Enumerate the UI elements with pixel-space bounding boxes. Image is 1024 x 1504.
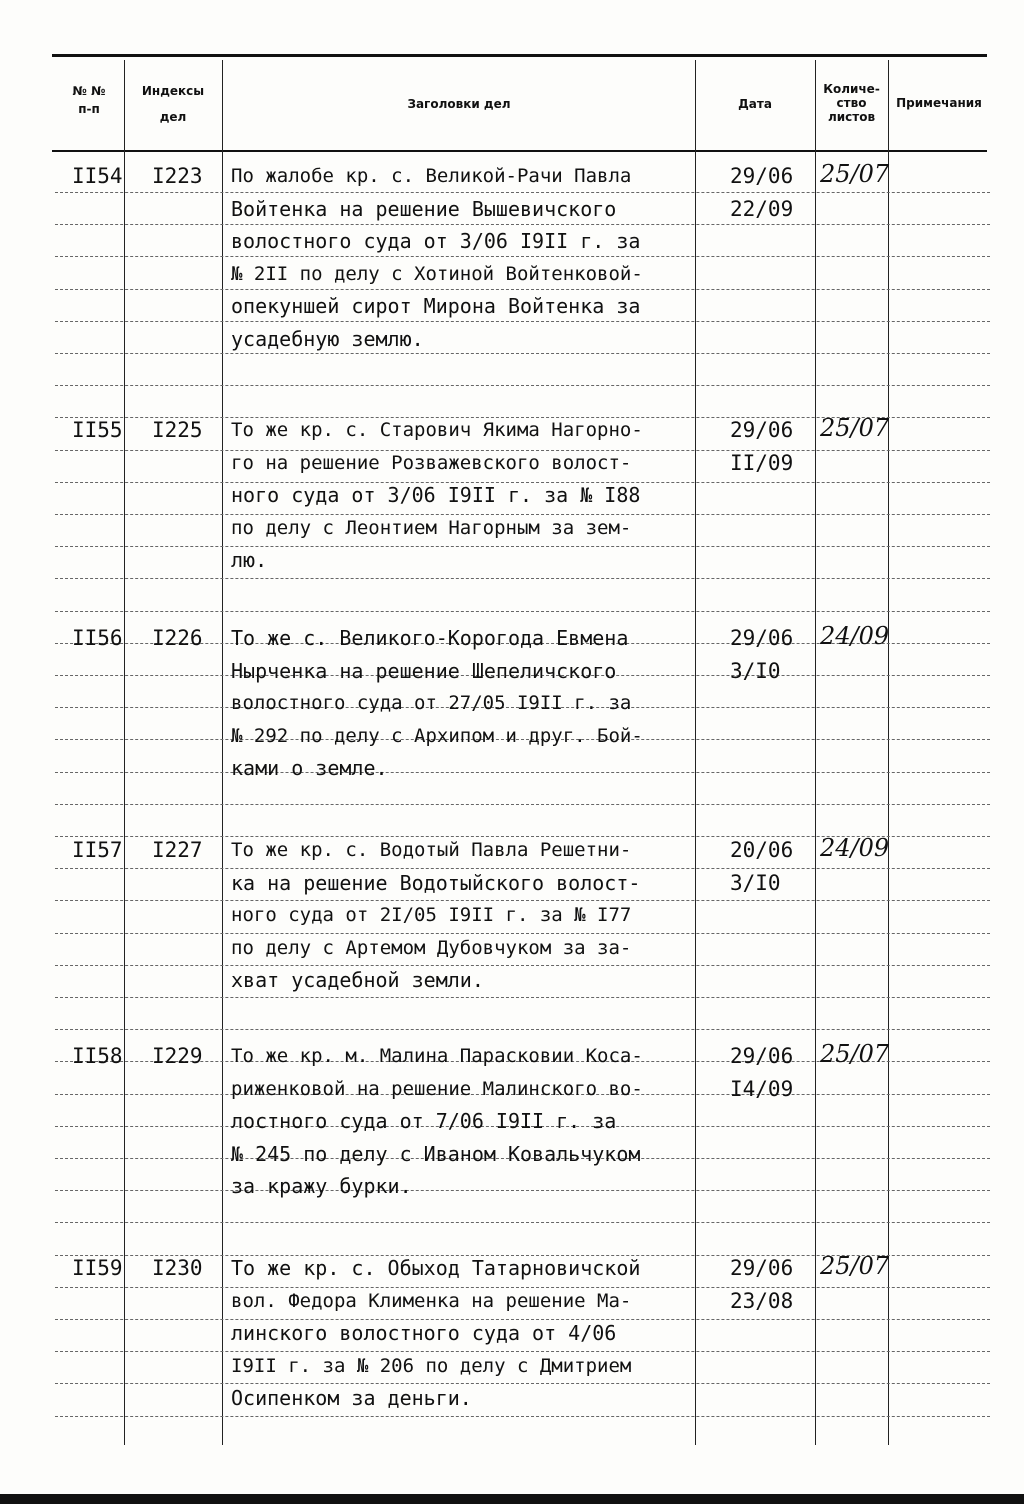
column-divider — [815, 60, 816, 1445]
ruled-line — [55, 514, 990, 515]
entry-title-line: № 2II по делу с Хотиной Войтенковой- — [231, 263, 643, 285]
entry-date-end: 3/I0 — [730, 871, 781, 895]
entry-date-start: 29/06 — [730, 164, 794, 188]
ruled-line — [55, 192, 990, 193]
ruled-line — [55, 1351, 990, 1352]
entry-date-end: 22/09 — [730, 197, 794, 221]
entry-index: I225 — [152, 418, 203, 442]
ruled-line — [55, 772, 990, 773]
entry-sheet-count-handwritten: 25/07 — [820, 160, 890, 188]
entry-title-line: усадебную землю. — [231, 327, 424, 351]
entry-title-line: Осипенком за деньги. — [231, 1386, 472, 1410]
ruled-line — [55, 546, 990, 547]
entry-date-end: 23/08 — [730, 1289, 794, 1313]
entry-index: I227 — [152, 838, 203, 862]
entry-sheet-count-handwritten: 24/09 — [820, 834, 890, 862]
ruled-line — [55, 578, 990, 579]
column-divider — [695, 60, 696, 1445]
header-notes: Примечания — [896, 96, 982, 110]
entry-date-start: 29/06 — [730, 418, 794, 442]
entry-date-end: I4/09 — [730, 1077, 794, 1101]
entry-title-line: То же кр. с. Обыход Татарновичской — [231, 1256, 641, 1280]
header-case-titles: Заголовки дел — [407, 97, 511, 111]
entry-title-line: ка на решение Водотыйского волост- — [231, 871, 641, 895]
entry-title-line: То же кр. с. Старович Якима Нагорно- — [231, 419, 643, 441]
ruled-line — [55, 868, 990, 869]
ruled-line — [55, 1222, 990, 1223]
entry-sheet-count-handwritten: 25/07 — [820, 414, 890, 442]
entry-title-line: за кражу бурки. — [231, 1174, 412, 1198]
ruled-line — [55, 1190, 990, 1191]
ruled-line — [55, 1416, 990, 1417]
header-date: Дата — [738, 97, 772, 111]
entry-date-start: 29/06 — [730, 626, 794, 650]
entry-sheet-count-handwritten: 24/09 — [820, 622, 890, 650]
entry-number: II58 — [72, 1044, 123, 1068]
ruled-line — [55, 1287, 990, 1288]
ruled-line — [55, 1383, 990, 1384]
entry-sheet-count-handwritten: 25/07 — [820, 1040, 890, 1068]
ruled-line — [55, 353, 990, 354]
entry-title-line: лостного суда от 7/06 I9II г. за — [231, 1109, 617, 1133]
column-divider — [888, 60, 889, 1445]
ruled-line — [55, 224, 990, 225]
ruled-line — [55, 1319, 990, 1320]
entry-index: I230 — [152, 1256, 203, 1280]
entry-title-line: То же кр. м. Малина Парасковии Коса- — [231, 1045, 643, 1067]
table-header-border — [52, 150, 987, 152]
entry-title-line: № 292 по делу с Архипом и друг. Бой- — [231, 725, 643, 747]
column-divider — [222, 60, 223, 1445]
entry-date-start: 29/06 — [730, 1044, 794, 1068]
entry-title-line: ками о земле. — [231, 756, 388, 780]
entry-number: II57 — [72, 838, 123, 862]
page-bottom-edge — [0, 1494, 1024, 1504]
entry-number: II54 — [72, 164, 123, 188]
ruled-line — [55, 1029, 990, 1030]
entry-index: I226 — [152, 626, 203, 650]
entry-title-line: по делу с Леонтием Нагорным за зем- — [231, 517, 632, 539]
entry-number: II56 — [72, 626, 123, 650]
entry-title-line: риженковой на решение Малинского во- — [231, 1078, 643, 1100]
entry-title-line: по делу с Артемом Дубовчуком за за- — [231, 937, 632, 959]
ruled-line — [55, 289, 990, 290]
entry-title-line: волостного суда от 3/06 I9II г. за — [231, 229, 641, 253]
entry-number: II55 — [72, 418, 123, 442]
header-number: № № п-п — [72, 84, 106, 116]
entry-title-line: ного суда от 3/06 I9II г. за № I88 — [231, 483, 641, 507]
entry-title-line: опекуншей сирот Мирона Войтенка за — [231, 294, 641, 318]
entry-title-line: I9II г. за № 206 по делу с Дмитрием — [231, 1355, 632, 1377]
entry-title-line: линского волостного суда от 4/06 — [231, 1321, 617, 1345]
ruled-line — [55, 256, 990, 257]
entry-title-line: То же кр. с. Водотый Павла Решетни- — [231, 839, 632, 861]
ruled-line — [55, 965, 990, 966]
entry-sheet-count-handwritten: 25/07 — [820, 1252, 890, 1280]
entry-date-end: 3/I0 — [730, 659, 781, 683]
entry-title-line: волостного суда от 27/05 I9II г. за — [231, 692, 632, 714]
ruled-line — [55, 385, 990, 386]
ruled-line — [55, 997, 990, 998]
entry-date-start: 20/06 — [730, 838, 794, 862]
entry-number: II59 — [72, 1256, 123, 1280]
entry-date-end: II/09 — [730, 451, 794, 475]
ruled-line — [55, 900, 990, 901]
entry-title-line: вол. Федора Клименка на решение Ма- — [231, 1290, 632, 1312]
entry-index: I223 — [152, 164, 203, 188]
header-sheet-count: Количе- ство листов — [823, 82, 880, 124]
entry-title-line: лю. — [231, 548, 268, 572]
entry-title-line: го на решение Розважевского волост- — [231, 452, 632, 474]
entry-date-start: 29/06 — [730, 1256, 794, 1280]
entry-title-line: Нырченка на решение Шепеличского — [231, 659, 617, 683]
header-indexes: Индексы дел — [141, 84, 205, 124]
ruled-line — [55, 804, 990, 805]
entry-title-line: Войтенка на решение Вышевичского — [231, 197, 617, 221]
ruled-line — [55, 933, 990, 934]
ruled-line — [55, 611, 990, 612]
entry-title-line: хват усадебной земли. — [231, 968, 484, 992]
column-divider — [124, 60, 125, 1445]
entry-title-line: По жалобе кр. с. Великой-Рачи Павла — [231, 165, 632, 187]
entry-title-line: То же с. Великого-Корогода Евмена — [231, 626, 629, 650]
ruled-line — [55, 321, 990, 322]
entry-index: I229 — [152, 1044, 203, 1068]
entry-title-line: № 245 по делу с Иваном Ковальчуком — [231, 1142, 641, 1166]
table-top-border — [52, 54, 987, 57]
entry-title-line: ного суда от 2I/05 I9II г. за № I77 — [231, 904, 632, 926]
